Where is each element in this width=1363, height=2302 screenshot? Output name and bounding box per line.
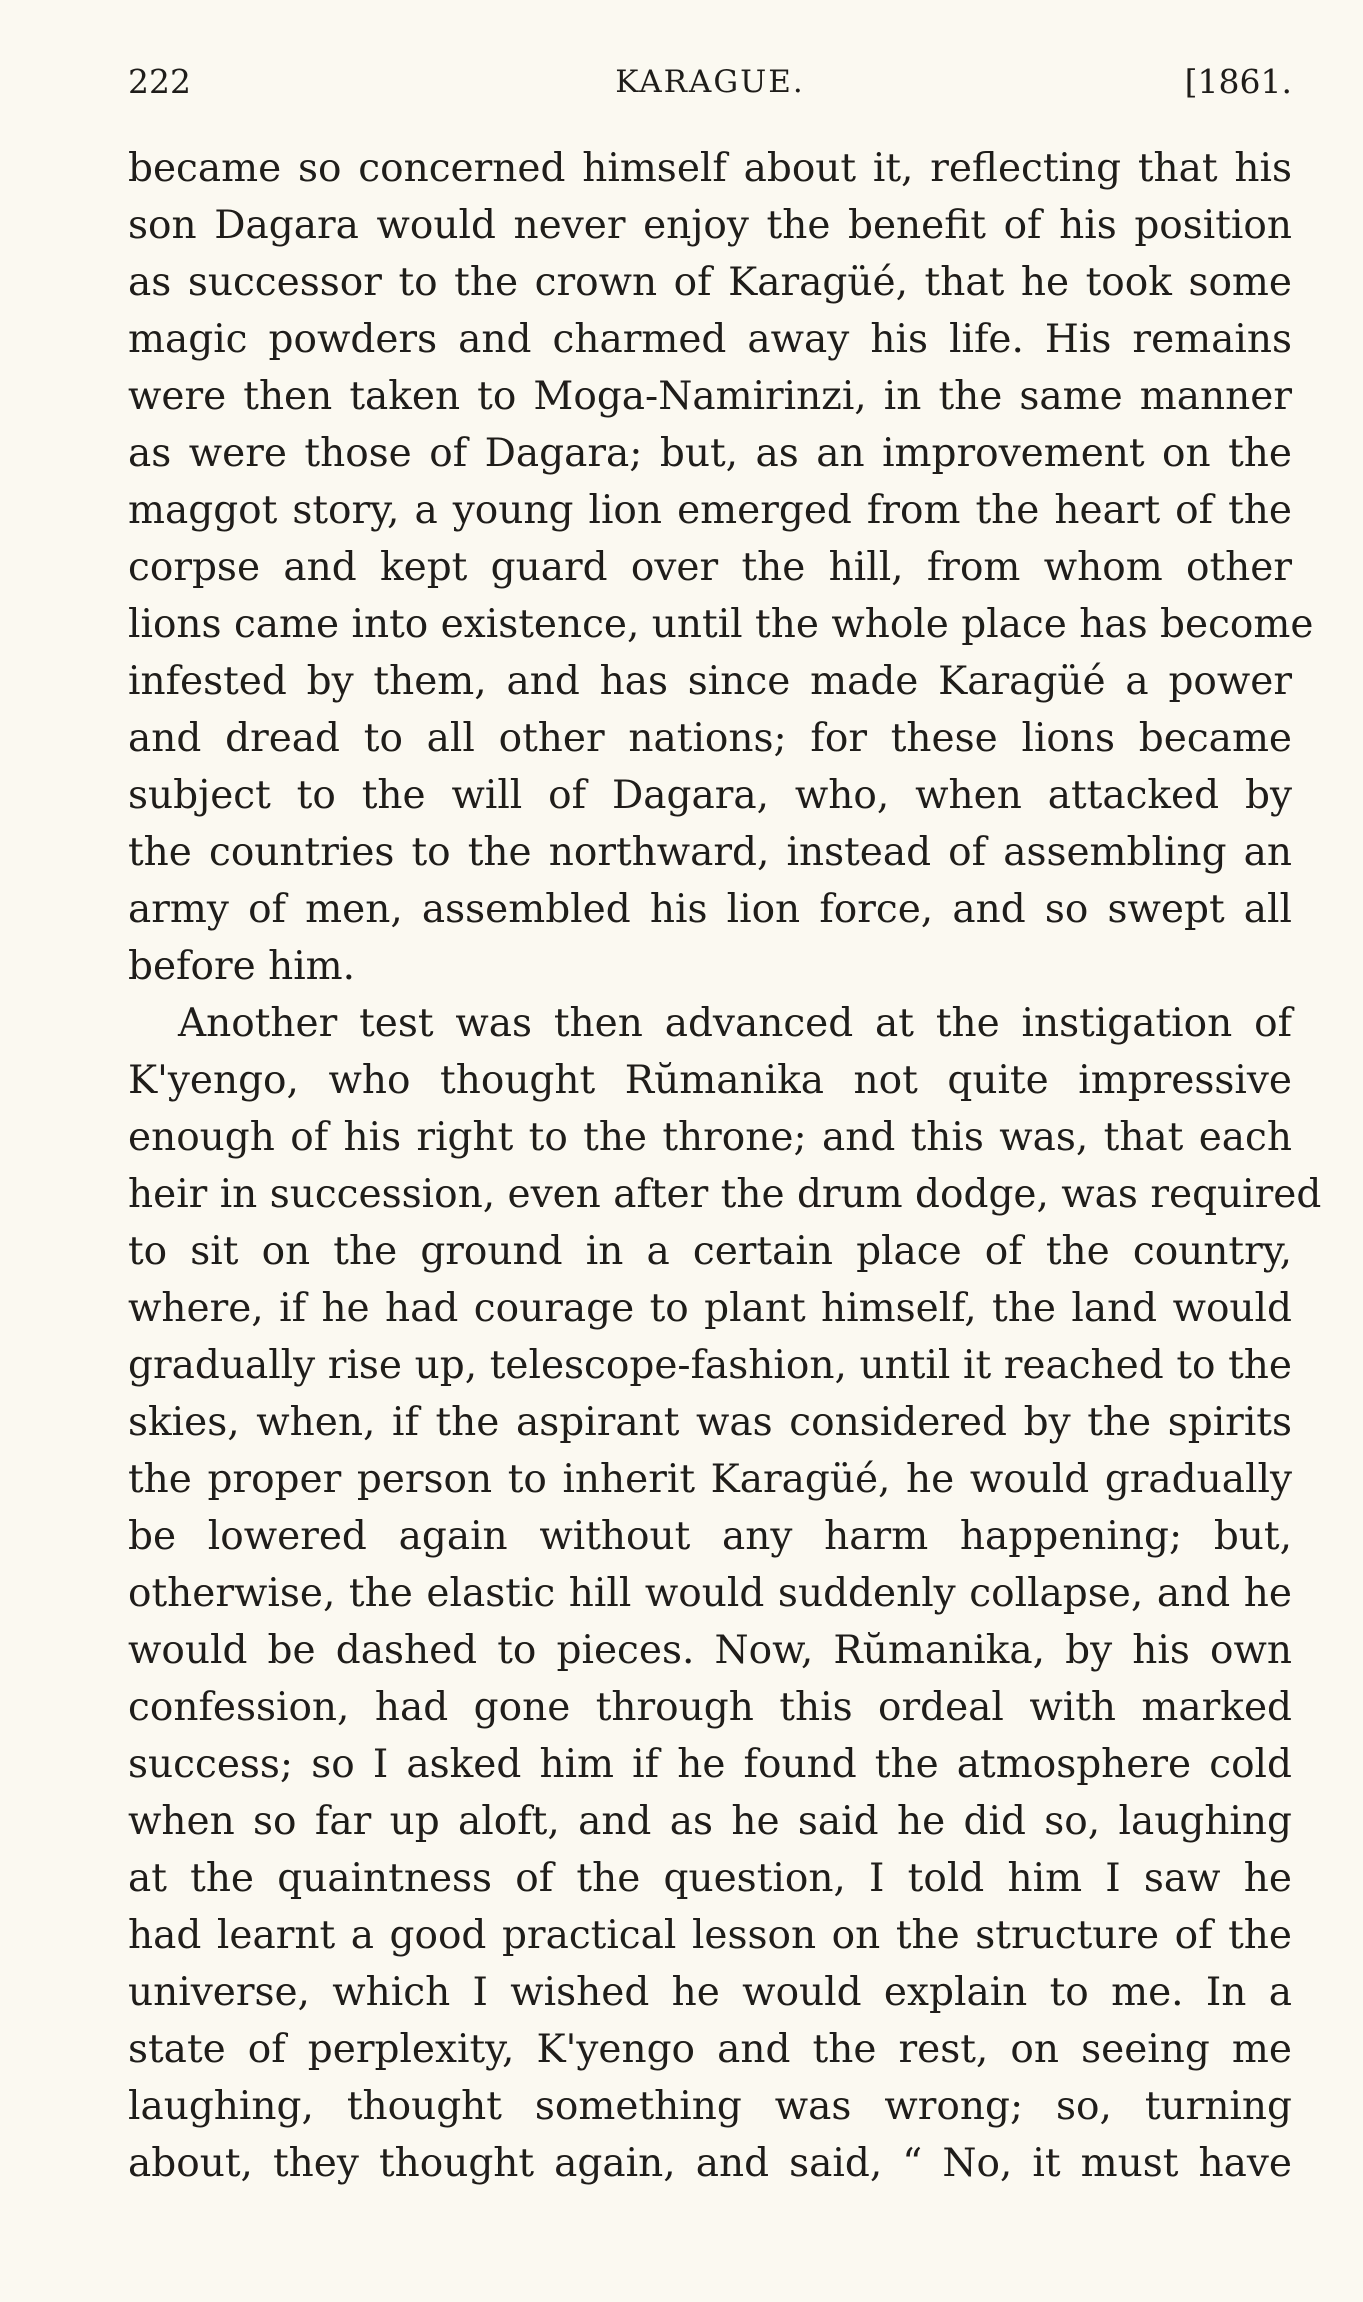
- running-title: KARAGUE.: [615, 64, 805, 100]
- text-line: became so concerned himself about it, reflecting that his: [128, 146, 1292, 191]
- text-line: where, if he had courage to plant himself, the land would: [128, 1286, 1292, 1331]
- text-line: corpse and kept guard over the hill, from whom other: [128, 545, 1292, 590]
- text-line: maggot story, a young lion emerged from the heart of the: [128, 488, 1292, 533]
- text-line: were then taken to Moga-Namirinzi, in the same manner: [128, 374, 1292, 419]
- text-line: universe, which I wished he would explain to me. In a: [128, 1970, 1292, 2015]
- text-line: enough of his right to the throne; and this was, that each: [128, 1115, 1292, 1160]
- text-line: at the quaintness of the question, I told him I saw he: [128, 1856, 1292, 1901]
- text-line: be lowered again without any harm happening; but,: [128, 1514, 1292, 1559]
- text-line: infested by them, and has since made Karagüé a power: [128, 659, 1292, 704]
- text-line: magic powders and charmed away his life. His remains: [128, 317, 1292, 362]
- text-line: the countries to the northward, instead of assembling an: [128, 830, 1292, 875]
- text-line: confession, had gone through this ordeal with marked: [128, 1685, 1292, 1730]
- text-line: lions came into existence, until the whole place has become: [128, 602, 1314, 647]
- text-line: about, they thought again, and said, “ No, it must have: [128, 2141, 1292, 2186]
- text-line: Another test was then advanced at the instigation of: [178, 1001, 1292, 1046]
- text-line: heir in succession, even after the drum dodge, was required: [128, 1172, 1322, 1217]
- text-line: as successor to the crown of Karagüé, that he took some: [128, 260, 1292, 305]
- text-line: otherwise, the elastic hill would suddenly collapse, and he: [128, 1571, 1292, 1616]
- text-line: as were those of Dagara; but, as an improvement on the: [128, 431, 1292, 476]
- text-line: the proper person to inherit Karagüé, he would gradually: [128, 1457, 1292, 1502]
- text-line: success; so I asked him if he found the atmosphere cold: [128, 1742, 1292, 1787]
- text-line: and dread to all other nations; for these lions became: [128, 716, 1292, 761]
- text-line: had learnt a good practical lesson on the structure of the: [128, 1913, 1292, 1958]
- text-line: laughing, thought something was wrong; so, turning: [128, 2084, 1292, 2129]
- text-line: would be dashed to pieces. Now, Rŭmanika, by his own: [128, 1628, 1292, 1673]
- text-line: son Dagara would never enjoy the benefit of his position: [128, 203, 1292, 248]
- page-number: 222: [128, 62, 191, 101]
- text-line: before him.: [128, 944, 356, 989]
- text-line: when so far up aloft, and as he said he did so, laughing: [128, 1799, 1292, 1844]
- text-line: to sit on the ground in a certain place of the country,: [128, 1229, 1292, 1274]
- text-line: army of men, assembled his lion force, and so swept all: [128, 887, 1292, 932]
- header-year: [1861.: [1184, 62, 1292, 101]
- text-line: subject to the will of Dagara, who, when attacked by: [128, 773, 1292, 818]
- text-line: skies, when, if the aspirant was considered by the spirits: [128, 1400, 1292, 1445]
- text-line: state of perplexity, K'yengo and the rest, on seeing me: [128, 2027, 1292, 2072]
- body-text: [128, 140, 1322, 2192]
- text-line: gradually rise up, telescope-fashion, until it reached to the: [128, 1343, 1292, 1388]
- page-header: [128, 52, 1292, 112]
- text-line: K'yengo, who thought Rŭmanika not quite impressive: [128, 1058, 1292, 1103]
